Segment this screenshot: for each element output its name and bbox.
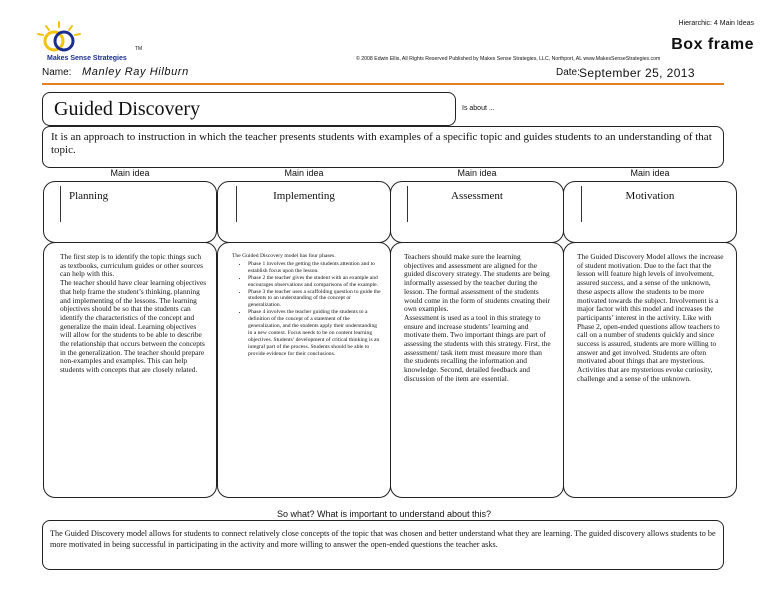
name-label: Name: [42, 67, 72, 78]
brand-name: Makes Sense Strategies [47, 55, 127, 62]
date-label: Date: [556, 67, 580, 78]
makes-sense-logo-icon [34, 20, 84, 54]
details-assessment: Teachers should make sure the learning objectives and assessment are aligned for the guided discovery strategy. The students are being informally assessed by the teacher during the lesson. The formal assessment of the students would come in the form of students creating their own examples. Assessment is used as a tool in this strategy to ensure and increase students’ learning and motivate them. Two important things are part of assessing the students with this strategy. First, the assessment/ task item must measure more than the students recalling the information and knowledge. Second, detailed feedback and discussion of the item are essential. [404, 252, 551, 383]
phase-item: • Phase 1 involves the getting the students attention and to establish focus upon the lesson. [248, 261, 382, 275]
header-divider [42, 83, 724, 85]
date-value: September 25, 2013 [579, 66, 695, 80]
trademark: TM [135, 46, 143, 52]
main-idea-title-assessment: Assessment [451, 190, 503, 202]
frame-title: Box frame [671, 36, 754, 53]
phase-item: • Phase 2 the teacher gives the student with an example and encourages observations and comparisons of the example. [248, 275, 382, 289]
main-idea-label: Main idea [110, 168, 150, 178]
implementing-intro: The Guided Discovery model has four phases. [232, 253, 336, 259]
so-what-label: So what? What is important to understand about this? [276, 509, 492, 519]
details-implementing [232, 253, 382, 358]
topic-description: It is an approach to instruction in which the teacher presents students with examples of a specific topic and guides students to an understanding of that topic. [51, 131, 712, 156]
main-idea-label: Main idea [284, 168, 324, 178]
phase-list [232, 261, 382, 358]
main-idea-label: Main idea [457, 168, 497, 178]
topic-title: Guided Discovery [54, 98, 201, 120]
main-idea-title-motivation: Motivation [625, 190, 675, 202]
details-planning: The first step is to identify the topic things such as textbooks, curriculum guides or other sources can help with this. The teacher should have clear learning objectives that help frame the student’s thinking, planning and implementing of the lessons. The learning objectives should be so that the students can identify the characteristics of the concept and generalize the main ideal. Learning objectives will allow for the students to be able to describe the relationship that occurs between the concepts in the generalization. The teacher should prepare non-examples and examples. This can help students with concepts that are closely related. [60, 252, 207, 375]
is-about-label: Is about ... [462, 105, 495, 112]
phase-item: • Phase 4 involves the teacher guiding the students to a definition of the concept of a statement of the generalization, and the students apply their understanding in a new context. Focus needs to be on content learning objectives. Students’ development of critical thinking is an integral part of the process. Students should be able to provide evidence for their conclusions. [248, 309, 382, 357]
main-idea-title-implementing: Implementing [273, 190, 335, 202]
name-value: Manley Ray Hilburn [82, 66, 189, 78]
details-motivation: The Guided Discovery Model allows the increase of student motivation. Due to the fact that the lesson will feature high levels of involvement, assured success, and a sense of the unknown, these aspects allow the students to be more motivated towards the subject. Involvement is a major factor with this model and increases the participants’ interest in the activity. Like with Phase 2, open-ended questions allow teachers to call on a number of students quickly and since success is assured, students are more willing to answer and get involved. Students are often motivated about things that are mysterious. Activities that are mysterious evoke curiosity, challenge and a sense of the unknown. [577, 252, 724, 383]
main-idea-label: Main idea [630, 168, 670, 178]
so-what-text: The Guided Discovery model allows for students to connect relatively close concepts of the topic that was chosen and better understand what they are learning. The guided discovery allows students to be more motivated in being successful in participating in the activity and more willing to answer the open-ended questions the teacher asks. [50, 529, 716, 549]
main-idea-divider [60, 186, 61, 222]
main-idea-title-planning: Planning [69, 190, 109, 202]
hierarchic-label: Hierarchic: 4 Main Ideas [678, 20, 754, 27]
phase-item: • Phase 3 the teacher uses a scaffolding question to guide the students to an understanding of the concept or generalization. [248, 289, 382, 310]
copyright-line: © 2008 Edwin Ellis, All Rights Reserved Published by Makes Sense Strategies, LLC, Northport, AL www.MakesSenseStrategies.com [356, 56, 661, 62]
